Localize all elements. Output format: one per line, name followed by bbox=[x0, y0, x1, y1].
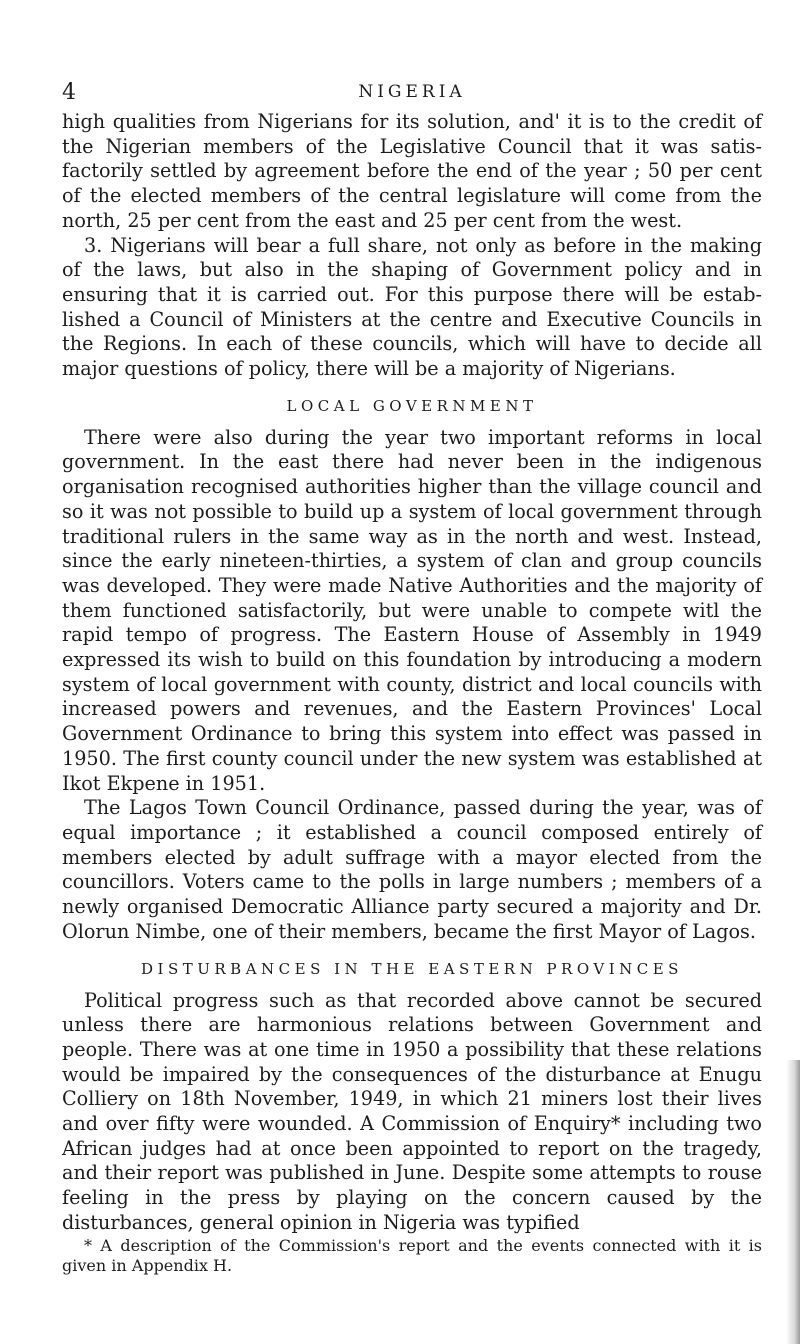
page-number: 4 bbox=[62, 80, 76, 105]
local-government-paragraph-2: The Lagos Town Council Ordinance, passed during the year, was of equal importance ; it established a council composed entirely of members elected by adult suffrage with a mayor elected from the councillors. Voters came to the polls in large numbers ; members of a newly organised Democratic Alliance party secured a majority and Dr. Olorun Nimbe, one of their members, became the first Mayor of Lagos. bbox=[62, 796, 762, 943]
page-edge-shadow bbox=[786, 1060, 800, 1344]
page-header bbox=[62, 80, 762, 106]
page-body bbox=[62, 110, 762, 1236]
footnote-text: * A description of the Commission's report and the events connected with it is given in Appendix H. bbox=[62, 1236, 762, 1275]
section-heading-local-government: LOCAL GOVERNMENT bbox=[286, 396, 538, 415]
disturbances-paragraph-1: Political progress such as that recorded above cannot be secured unless there are harmonious relations between Government and people. There was at one time in 1950 a possibility that these relations would be impaired by the consequences of the disturbance at Enugu Colliery on 18th November, 1949, in which 21 miners lost their lives and over fifty were wounded. A Commission of Enquiry* including two African judges had at once been appointed to report on the tragedy, and their report was published in June. Despite some attempts to rouse feeling in the press by playing on the concern caused by the disturbances, general opinion in Nigeria was typified bbox=[62, 988, 762, 1234]
intro-paragraph-2: 3. Nigerians will bear a full share, not only as before in the making of the laws, but also in the shaping of Government policy and in ensuring that it is carried out. For this purpose there will be estab-lished a Council of Ministers at the centre and Executive Councils in the Regions. In each of these councils, which will have to decide all major questions of policy, there will be a majority of Nigerians. bbox=[62, 233, 762, 381]
section-heading-disturbances: DISTURBANCES IN THE EASTERN PROVINCES bbox=[141, 959, 683, 978]
footnote bbox=[62, 1236, 762, 1276]
local-government-paragraph-1: There were also during the year two important reforms in local government. In the east there had never been in the indigenous organisation recognised authorities higher than the village council and so it was not possible to build up a system of local government through traditional rulers in the same way as in the north and west. Instead, since the early nineteen-thirties, a system of clan and group councils was developed. They were made Native Authorities and the majority of them functioned satisfactorily, but were unable to compete witl the rapid tempo of progress. The Eastern House of Assembly in 1949 expressed its wish to build on this foundation by introducing a modern system of local government with county, district and local councils with increased powers and revenues, and the Eastern Provinces' Local Government Ordinance to bring this system into effect was passed in 1950. The first county council under the new system was established at Ikot Ekpene in 1951. bbox=[62, 425, 762, 795]
intro-paragraph-1: high qualities from Nigerians for its solution, and' it is to the credit of the Nigerian members of the Legislative Council that it was satis-factorily settled by agreement before the end of the year ; 50 per cent of the elected members of the central legislature will come from the north, 25 per cent from the east and 25 per cent from the west. bbox=[62, 110, 762, 232]
running-head: NIGERIA bbox=[358, 82, 466, 102]
